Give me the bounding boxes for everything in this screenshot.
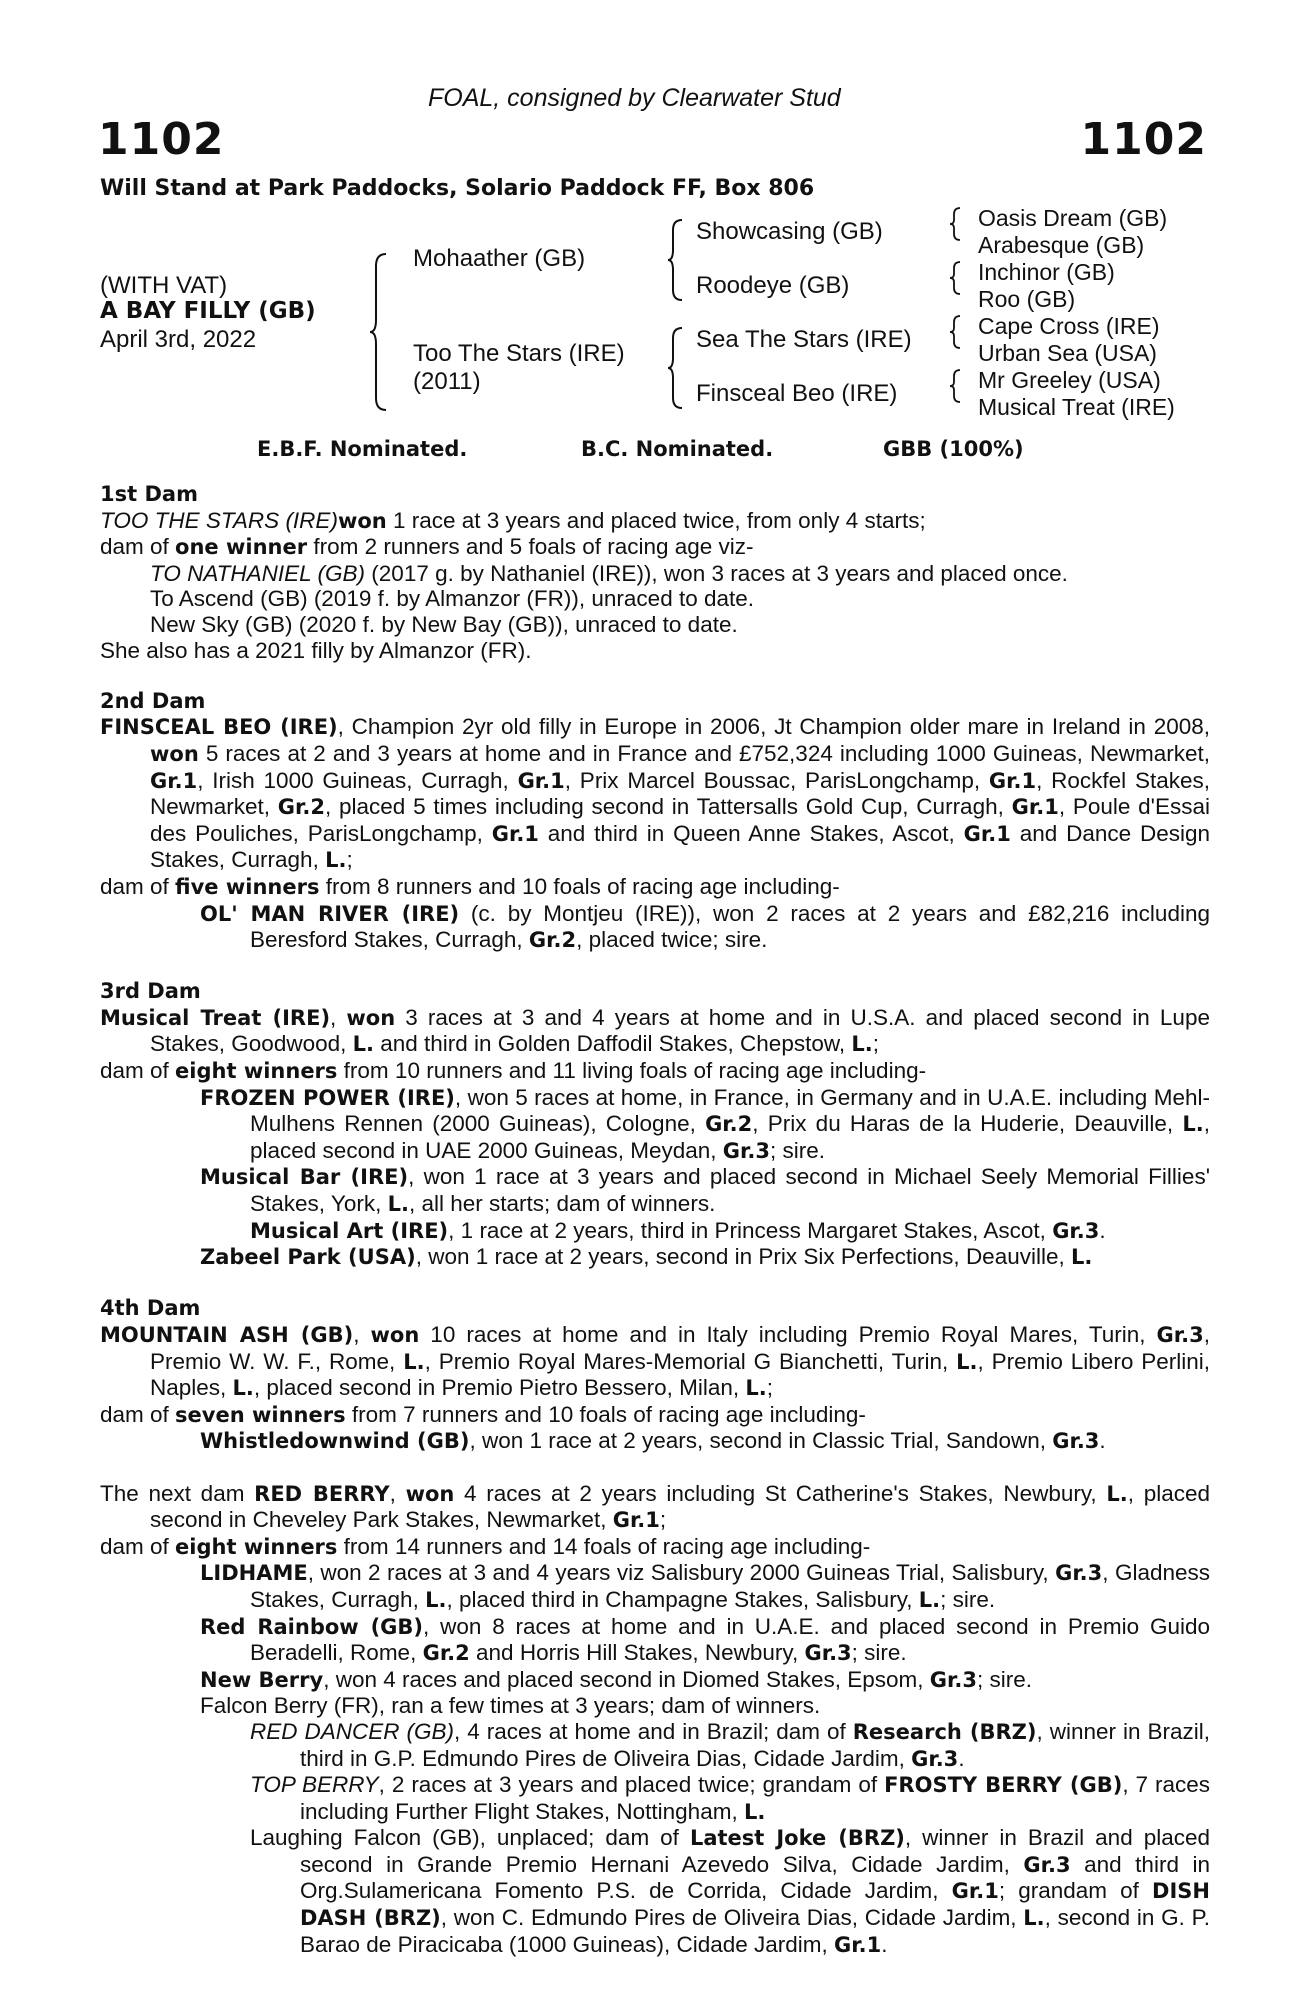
grand-offspring-entry: RED DANCER (GB), 4 races at home and in Brazil; dam of Research (BRZ), winner in Brazil, third in G.P. Edmundo Pires de Oliveira Dias, Cidade Jardim, Gr.3.	[250, 1718, 1211, 1771]
horse-dob: April 3rd, 2022	[100, 326, 257, 353]
gen3-8: Musical Treat (IRE)	[978, 394, 1175, 420]
dam-record: Musical Treat (IRE), won 3 races at 3 and 4 years at home and in U.S.A. and placed second in Lupe Stakes, Goodwood, L. and third in Golden Daffodil Stakes, Chepstow, L.;	[100, 1004, 1210, 1057]
offspring-entry: Musical Art (IRE), 1 race at 2 years, third in Princess Margaret Stakes, Ascot, Gr.3.	[250, 1217, 1106, 1243]
dam-record: The next dam RED BERRY, won 4 races at 2 years including St Catherine's Stakes, Newbury, L., placed second in Cheveley Park Stakes, Newmarket, Gr.1;	[100, 1480, 1210, 1533]
offspring-entry: Falcon Berry (FR), ran a few times at 3 years; dam of winners.	[200, 1693, 821, 1719]
dam-summary: dam of eight winners from 14 runners and 14 foals of racing age including-	[100, 1533, 871, 1559]
gen3-3: Inchinor (GB)	[978, 259, 1115, 285]
dam-sire: Sea The Stars (IRE)	[696, 326, 912, 353]
offspring-entry: LIDHAME, won 2 races at 3 and 4 years viz Salisbury 2000 Guineas Trial, Salisbury, Gr.3, Gladness Stakes, Curragh, L., placed third in Champagne Stakes, Salisbury, L.; sire.	[200, 1560, 1210, 1612]
sire-name: Mohaather (GB)	[413, 245, 586, 272]
sire-sire: Showcasing (GB)	[696, 218, 883, 245]
gen3-6: Urban Sea (USA)	[978, 340, 1157, 366]
sire-dam: Roodeye (GB)	[696, 272, 850, 299]
offspring-entry: FROZEN POWER (IRE), won 5 races at home, in France, in Germany and in U.A.E. including Mehl-Mulhens Rennen (2000 Guineas), Cologne, Gr.2, Prix du Haras de la Huderie, Deauville, L., placed second in UAE 2000 Guineas, Meydan, Gr.3; sire.	[200, 1084, 1210, 1163]
grand-offspring-entry: Laughing Falcon (GB), unplaced; dam of Latest Joke (BRZ), winner in Brazil and placed second in Grande Premio Hernani Azevedo Silva, Cidade Jardim, Gr.3 and third in Org.Sulamericana Fomento P.S. de Corrida, Cidade Jardim, Gr.1; grandam of DISH DASH (BRZ), won C. Edmundo Pires de Oliveira Dias, Cidade Jardim, L., second in G. P. Barao de Piracicaba (1000 Guineas), Cidade Jardim, Gr.1.	[250, 1825, 1211, 1957]
first-dam-section	[100, 482, 1210, 663]
section-heading: 3rd Dam	[100, 979, 201, 1004]
gen3-1: Oasis Dream (GB)	[978, 205, 1168, 231]
second-dam-section	[100, 689, 1210, 954]
offspring-entry: Whistledownwind (GB), won 1 race at 2 years, second in Classic Trial, Sandown, Gr.3.	[200, 1428, 1106, 1454]
offspring-entry: Red Rainbow (GB), won 8 races at home and in U.A.E. and placed second in Premio Guido Beradelli, Rome, Gr.2 and Horris Hill Stakes, Newbury, Gr.3; sire.	[200, 1613, 1210, 1666]
offspring-entry: Zabeel Park (USA), won 1 race at 2 years, second in Prix Six Perfections, Deauville, L.	[200, 1244, 1093, 1270]
section-heading: 1st Dam	[100, 482, 198, 506]
offspring-entry: OL' MAN RIVER (IRE) (c. by Montjeu (IRE)), won 2 races at 2 years and £82,216 including Beresford Stakes, Curragh, Gr.2, placed twice; sire.	[200, 900, 1210, 953]
dam-record: FINSCEAL BEO (IRE), Champion 2yr old filly in Europe in 2006, Jt Champion older mare in Ireland in 2008, won 5 races at 2 and 3 years at home and in France and £752,324 including 1000 Guineas, Newmarket, Gr.1, Irish 1000 Guineas, Curragh, Gr.1, Prix Marcel Boussac, ParisLongchamp, Gr.1, Rockfel Stakes, Newmarket, Gr.2, placed 5 times including second in Tattersalls Gold Cup, Curragh, Gr.1, Poule d'Essai des Pouliches, ParisLongchamp, Gr.1 and third in Queen Anne Stakes, Ascot, Gr.1 and Dance Design Stakes, Curragh, L.;	[100, 714, 1210, 873]
gbb-rating: GBB (100%)	[883, 437, 1024, 461]
brace-gen1	[368, 252, 390, 412]
grand-offspring-entry: TOP BERRY, 2 races at 3 years and placed twice; grandam of FROSTY BERRY (GB), 7 races including Further Flight Stakes, Nottingham, L.	[250, 1772, 1210, 1824]
third-dam-section	[100, 979, 1210, 1271]
dam-summary: dam of five winners from 8 runners and 10 foals of racing age including-	[100, 873, 840, 899]
brace-g3-4	[948, 368, 964, 404]
dam-summary: dam of one winner from 2 runners and 5 foals of racing age viz-	[100, 534, 754, 560]
consignment-line: FOAL, consigned by Clearwater Stud	[428, 84, 841, 112]
bc-nomination: B.C. Nominated.	[581, 437, 774, 461]
section-heading: 2nd Dam	[100, 688, 206, 713]
dam-dam: Finsceal Beo (IRE)	[696, 380, 898, 407]
dam-summary: dam of seven winners from 7 runners and 10 foals of racing age including-	[100, 1401, 866, 1427]
gen3-4: Roo (GB)	[978, 286, 1076, 312]
lot-number-right: 1102	[1080, 114, 1207, 165]
brace-g3-2	[948, 260, 964, 296]
offspring-entry: New Berry, won 4 races and placed second in Diomed Stakes, Epsom, Gr.3; sire.	[200, 1666, 1032, 1692]
brace-g3-3	[948, 314, 964, 350]
ebf-nomination: E.B.F. Nominated.	[257, 437, 468, 461]
brace-sire	[666, 218, 686, 302]
brace-dam	[666, 326, 686, 410]
stand-location: Will Stand at Park Paddocks, Solario Paddock FF, Box 806	[100, 176, 815, 201]
dam-note: She also has a 2021 filly by Almanzor (FR).	[100, 637, 532, 663]
gen3-5: Cape Cross (IRE)	[978, 313, 1160, 339]
horse-name: A BAY FILLY (GB)	[100, 298, 316, 324]
section-heading: 4th Dam	[100, 1296, 201, 1321]
catalogue-body	[100, 482, 1210, 1958]
offspring-entry: New Sky (GB) (2020 f. by New Bay (GB)), unraced to date.	[150, 611, 738, 637]
offspring-entry: To Ascend (GB) (2019 f. by Almanzor (FR)), unraced to date.	[150, 586, 755, 612]
next-dam-section	[100, 1481, 1210, 1959]
dam-record: MOUNTAIN ASH (GB), won 10 races at home and in Italy including Premio Royal Mares, Turin, Gr.3, Premio W. W. F., Rome, L., Premio Royal Mares-Memorial G Bianchetti, Turin, L., Premio Libero Perlini, Naples, L., placed second in Premio Pietro Bessero, Milan, L.;	[100, 1322, 1210, 1401]
offspring-entry: TO NATHANIEL (GB) (2017 g. by Nathaniel (IRE)), won 3 races at 3 years and placed once.	[150, 560, 1068, 586]
dam-year: (2011)	[413, 368, 481, 395]
fourth-dam-section	[100, 1296, 1210, 1455]
dam-record: TOO THE STARS (IRE)won 1 race at 3 years and placed twice, from only 4 starts;	[100, 507, 926, 533]
offspring-entry: Musical Bar (IRE), won 1 race at 3 years and placed second in Michael Seely Memorial Fillies' Stakes, York, L., all her starts; dam of winners.	[200, 1164, 1210, 1217]
dam-summary: dam of eight winners from 10 runners and 11 living foals of racing age including-	[100, 1058, 927, 1084]
dam-name: Too The Stars (IRE)	[413, 340, 625, 367]
gen3-2: Arabesque (GB)	[978, 232, 1145, 258]
lot-number-left: 1102	[98, 114, 225, 165]
brace-g3-1	[948, 206, 964, 242]
gen3-7: Mr Greeley (USA)	[978, 367, 1161, 393]
vat-note: (WITH VAT)	[100, 272, 228, 299]
